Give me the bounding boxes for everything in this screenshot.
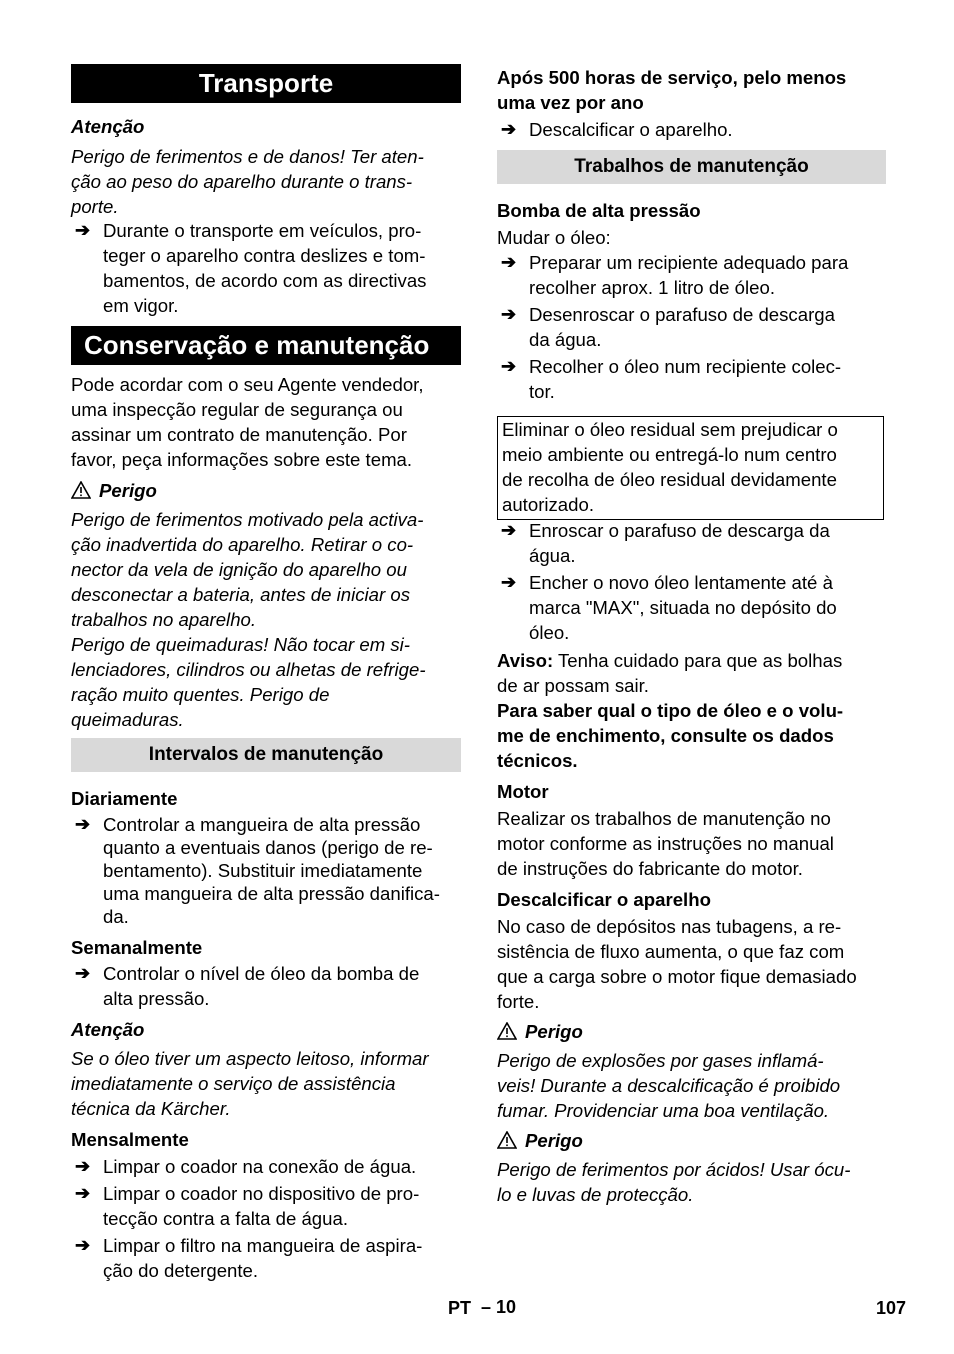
monthly-title: Mensalmente <box>71 1129 189 1150</box>
danger-title: Perigo <box>497 1019 583 1044</box>
warning-triangle-icon <box>497 1022 517 1040</box>
warning-triangle-icon <box>497 1131 517 1149</box>
arrow-right-icon: ➔ <box>501 572 517 592</box>
subheading-intervals: Intervalos de manutenção <box>71 738 461 772</box>
footer-section-page: – 10 <box>481 1297 517 1317</box>
arrow-right-icon: ➔ <box>501 520 517 540</box>
arrow-right-icon: ➔ <box>501 304 517 324</box>
weekly-title: Semanalmente <box>71 937 203 958</box>
environment-notice-box: Eliminar o óleo residual sem prejudicar o meio ambiente ou entregá-lo num centro de recolha de óleo residual devidamente autorizado. <box>497 416 884 520</box>
warning-triangle-icon <box>71 481 91 499</box>
notice-paragraph-line2: de ar possam sair. <box>497 675 649 696</box>
arrow-right-icon: ➔ <box>501 356 517 376</box>
motor-title: Motor <box>497 781 549 802</box>
footer-language: PT <box>448 1298 472 1318</box>
arrow-right-icon: ➔ <box>75 963 91 983</box>
arrow-right-icon: ➔ <box>75 1235 91 1255</box>
section-heading-care: Conservação e manutenção <box>71 326 461 365</box>
notice-paragraph: Aviso: Tenha cuidado para que as bolhas <box>497 650 843 671</box>
arrow-right-icon: ➔ <box>501 119 517 139</box>
attention-title: Atenção <box>71 116 145 137</box>
arrow-right-icon: ➔ <box>75 814 91 834</box>
section-heading-transport: Transporte <box>71 64 461 103</box>
arrow-right-icon: ➔ <box>75 1183 91 1203</box>
page-number: 107 <box>876 1298 907 1318</box>
pump-title: Bomba de alta pressão <box>497 200 701 221</box>
daily-title: Diariamente <box>71 788 178 809</box>
change-oil-label: Mudar o óleo: <box>497 227 611 248</box>
arrow-right-icon: ➔ <box>75 1156 91 1176</box>
danger-title: Perigo <box>497 1128 583 1153</box>
arrow-right-icon: ➔ <box>501 252 517 272</box>
danger-title: Perigo <box>71 478 157 503</box>
attention-title: Atenção <box>71 1019 145 1040</box>
arrow-right-icon: ➔ <box>75 220 91 240</box>
descale-title: Descalcificar o aparelho <box>497 889 711 910</box>
subheading-maintenance-works: Trabalhos de manutenção <box>497 150 886 184</box>
